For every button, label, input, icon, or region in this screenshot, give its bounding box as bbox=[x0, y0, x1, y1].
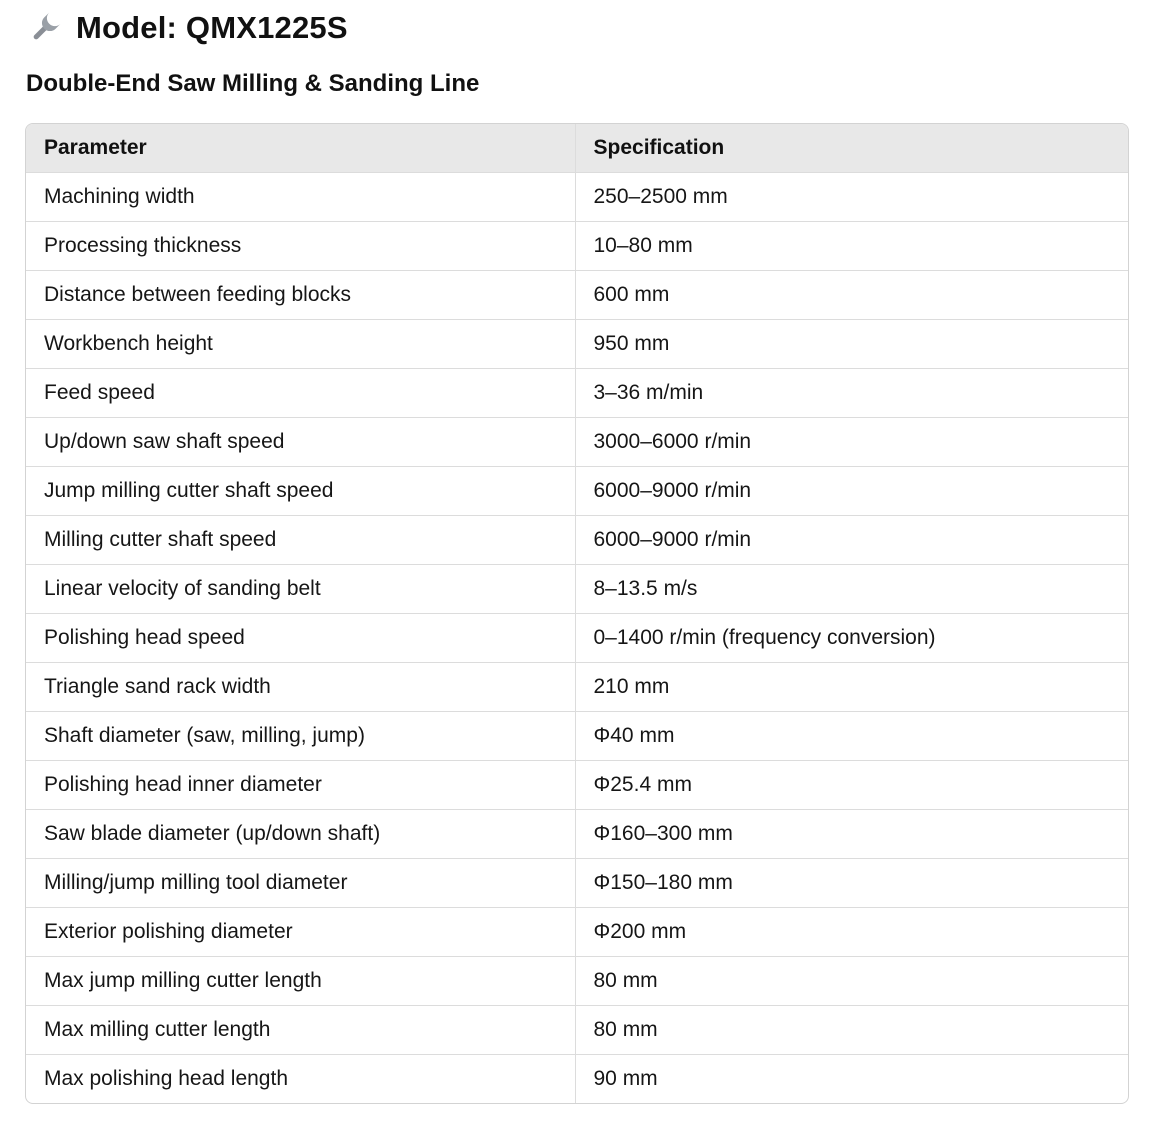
specification-cell: Φ160–300 mm bbox=[575, 810, 1128, 859]
table-row bbox=[26, 1006, 1128, 1055]
specification-cell: 950 mm bbox=[575, 320, 1128, 369]
page-title: Model: QMX1225S bbox=[76, 10, 348, 45]
table-row bbox=[26, 908, 1128, 957]
parameter-cell: Processing thickness bbox=[26, 222, 575, 271]
specification-cell: 90 mm bbox=[593, 1067, 658, 1090]
column-header-parameter: Parameter bbox=[26, 124, 575, 173]
parameter-cell: Milling cutter shaft speed bbox=[26, 516, 575, 565]
table-row bbox=[26, 173, 1128, 222]
parameter-cell: Exterior polishing diameter bbox=[26, 908, 575, 957]
specification-cell: Φ200 mm bbox=[575, 908, 1128, 957]
page-subtitle: Double-End Saw Milling & Sanding Line bbox=[26, 70, 480, 97]
specification-cell: 0–1400 r/min (frequency conversion) bbox=[575, 614, 1128, 663]
specification-cell: Φ150–180 mm bbox=[575, 859, 1128, 908]
table-row bbox=[26, 957, 1128, 1006]
table-row bbox=[26, 222, 1128, 271]
parameter-cell: Milling/jump milling tool diameter bbox=[26, 859, 575, 908]
parameter-cell: Machining width bbox=[26, 173, 575, 222]
parameter-cell: Polishing head inner diameter bbox=[26, 761, 575, 810]
specification-cell: 10–80 mm bbox=[575, 222, 1128, 271]
table-row bbox=[26, 614, 1128, 663]
table-row bbox=[26, 369, 1128, 418]
specification-cell: 250–2500 mm bbox=[575, 173, 1128, 222]
table-row bbox=[26, 761, 1128, 810]
specification-cell: 600 mm bbox=[575, 271, 1128, 320]
table-row bbox=[26, 271, 1128, 320]
parameter-cell: Jump milling cutter shaft speed bbox=[26, 467, 575, 516]
parameter-cell: Workbench height bbox=[26, 320, 575, 369]
table-row bbox=[26, 467, 1128, 516]
table-row bbox=[26, 1055, 1128, 1104]
specification-cell: Φ40 mm bbox=[575, 712, 1128, 761]
parameter-cell: Distance between feeding blocks bbox=[26, 271, 575, 320]
parameter-cell: Up/down saw shaft speed bbox=[26, 418, 575, 467]
specification-cell: 6000–9000 r/min bbox=[575, 467, 1128, 516]
specification-cell: 210 mm bbox=[575, 663, 1128, 712]
parameter-cell: Max milling cutter length bbox=[26, 1006, 575, 1055]
wrench-icon bbox=[28, 11, 62, 45]
table-row bbox=[26, 418, 1128, 467]
table-row bbox=[26, 859, 1128, 908]
parameter-cell: Max polishing head length bbox=[26, 1055, 575, 1104]
spec-table bbox=[25, 123, 1129, 1104]
specification-cell: 3000–6000 r/min bbox=[575, 418, 1128, 467]
specification-cell: 80 mm bbox=[575, 957, 1128, 1006]
table-header-row bbox=[26, 124, 1128, 173]
parameter-cell: Polishing head speed bbox=[26, 614, 575, 663]
table-row bbox=[26, 712, 1128, 761]
parameter-cell: Shaft diameter (saw, milling, jump) bbox=[26, 712, 575, 761]
parameter-cell: Linear velocity of sanding belt bbox=[26, 565, 575, 614]
specification-cell: 8–13.5 m/s bbox=[575, 565, 1128, 614]
column-header-specification: Specification bbox=[575, 124, 1128, 173]
parameter-cell: Feed speed bbox=[26, 369, 575, 418]
title-row bbox=[28, 6, 348, 50]
specification-cell: 80 mm bbox=[575, 1006, 1128, 1055]
table-row bbox=[26, 516, 1128, 565]
table-row bbox=[26, 810, 1128, 859]
specification-cell: 3–36 m/min bbox=[575, 369, 1128, 418]
table-row bbox=[26, 565, 1128, 614]
table-row bbox=[26, 320, 1128, 369]
specification-cell: Φ25.4 mm bbox=[575, 761, 1128, 810]
parameter-cell: Triangle sand rack width bbox=[26, 663, 575, 712]
parameter-cell: Max jump milling cutter length bbox=[26, 957, 575, 1006]
parameter-cell: Saw blade diameter (up/down shaft) bbox=[26, 810, 575, 859]
table-row bbox=[26, 663, 1128, 712]
specification-cell: 6000–9000 r/min bbox=[575, 516, 1128, 565]
